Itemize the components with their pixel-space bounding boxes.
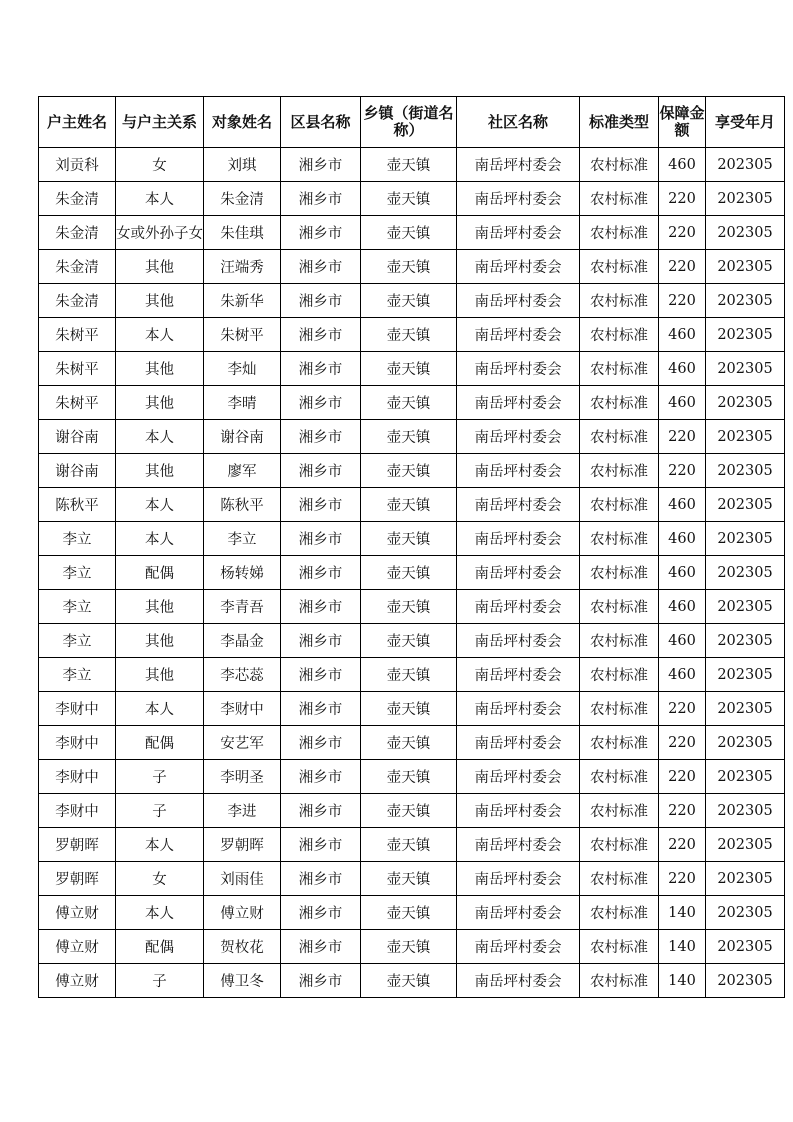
cell-community: 南岳坪村委会 bbox=[457, 930, 580, 964]
cell-standard-type: 农村标准 bbox=[580, 624, 659, 658]
cell-community: 南岳坪村委会 bbox=[457, 148, 580, 182]
cell-town: 壶天镇 bbox=[361, 522, 457, 556]
cell-householder-name: 罗朝晖 bbox=[39, 862, 116, 896]
cell-amount: 220 bbox=[659, 182, 706, 216]
table-row bbox=[39, 658, 785, 692]
header-county: 区县名称 bbox=[281, 97, 361, 148]
cell-amount: 460 bbox=[659, 590, 706, 624]
cell-month: 202305 bbox=[706, 692, 785, 726]
cell-standard-type: 农村标准 bbox=[580, 828, 659, 862]
cell-relation: 本人 bbox=[116, 896, 204, 930]
cell-recipient-name: 李进 bbox=[204, 794, 281, 828]
cell-county: 湘乡市 bbox=[281, 284, 361, 318]
cell-relation: 其他 bbox=[116, 624, 204, 658]
cell-standard-type: 农村标准 bbox=[580, 726, 659, 760]
cell-amount: 220 bbox=[659, 828, 706, 862]
cell-relation: 本人 bbox=[116, 522, 204, 556]
cell-county: 湘乡市 bbox=[281, 318, 361, 352]
cell-householder-name: 李立 bbox=[39, 624, 116, 658]
cell-town: 壶天镇 bbox=[361, 216, 457, 250]
cell-amount: 220 bbox=[659, 250, 706, 284]
cell-month: 202305 bbox=[706, 148, 785, 182]
cell-amount: 460 bbox=[659, 386, 706, 420]
header-relation: 与户主关系 bbox=[116, 97, 204, 148]
cell-relation: 子 bbox=[116, 794, 204, 828]
cell-month: 202305 bbox=[706, 284, 785, 318]
table-row bbox=[39, 760, 785, 794]
table-row bbox=[39, 522, 785, 556]
cell-relation: 其他 bbox=[116, 658, 204, 692]
cell-county: 湘乡市 bbox=[281, 182, 361, 216]
cell-relation: 其他 bbox=[116, 284, 204, 318]
cell-relation: 女 bbox=[116, 862, 204, 896]
cell-recipient-name: 李晶金 bbox=[204, 624, 281, 658]
cell-recipient-name: 李芯蕊 bbox=[204, 658, 281, 692]
cell-amount: 220 bbox=[659, 216, 706, 250]
cell-standard-type: 农村标准 bbox=[580, 386, 659, 420]
roster-table bbox=[38, 96, 785, 998]
cell-county: 湘乡市 bbox=[281, 590, 361, 624]
table-row bbox=[39, 896, 785, 930]
cell-month: 202305 bbox=[706, 420, 785, 454]
cell-amount: 460 bbox=[659, 624, 706, 658]
cell-month: 202305 bbox=[706, 726, 785, 760]
cell-recipient-name: 朱新华 bbox=[204, 284, 281, 318]
cell-standard-type: 农村标准 bbox=[580, 318, 659, 352]
cell-householder-name: 朱树平 bbox=[39, 352, 116, 386]
cell-householder-name: 傅立财 bbox=[39, 930, 116, 964]
cell-town: 壶天镇 bbox=[361, 930, 457, 964]
cell-county: 湘乡市 bbox=[281, 556, 361, 590]
cell-county: 湘乡市 bbox=[281, 760, 361, 794]
cell-month: 202305 bbox=[706, 556, 785, 590]
cell-amount: 460 bbox=[659, 556, 706, 590]
cell-standard-type: 农村标准 bbox=[580, 658, 659, 692]
cell-recipient-name: 李立 bbox=[204, 522, 281, 556]
cell-community: 南岳坪村委会 bbox=[457, 658, 580, 692]
table-row bbox=[39, 284, 785, 318]
cell-relation: 女或外孙子女 bbox=[116, 216, 204, 250]
cell-community: 南岳坪村委会 bbox=[457, 556, 580, 590]
cell-amount: 220 bbox=[659, 284, 706, 318]
cell-month: 202305 bbox=[706, 318, 785, 352]
roster-body bbox=[39, 148, 785, 998]
cell-amount: 140 bbox=[659, 930, 706, 964]
cell-town: 壶天镇 bbox=[361, 896, 457, 930]
cell-householder-name: 傅立财 bbox=[39, 964, 116, 998]
cell-town: 壶天镇 bbox=[361, 964, 457, 998]
cell-community: 南岳坪村委会 bbox=[457, 182, 580, 216]
cell-month: 202305 bbox=[706, 794, 785, 828]
cell-standard-type: 农村标准 bbox=[580, 250, 659, 284]
cell-householder-name: 李立 bbox=[39, 590, 116, 624]
cell-community: 南岳坪村委会 bbox=[457, 318, 580, 352]
cell-amount: 220 bbox=[659, 862, 706, 896]
cell-county: 湘乡市 bbox=[281, 828, 361, 862]
cell-householder-name: 朱树平 bbox=[39, 318, 116, 352]
cell-county: 湘乡市 bbox=[281, 692, 361, 726]
cell-county: 湘乡市 bbox=[281, 930, 361, 964]
cell-month: 202305 bbox=[706, 760, 785, 794]
cell-community: 南岳坪村委会 bbox=[457, 964, 580, 998]
table-row bbox=[39, 250, 785, 284]
cell-town: 壶天镇 bbox=[361, 250, 457, 284]
cell-month: 202305 bbox=[706, 182, 785, 216]
cell-standard-type: 农村标准 bbox=[580, 420, 659, 454]
cell-recipient-name: 杨转娣 bbox=[204, 556, 281, 590]
cell-town: 壶天镇 bbox=[361, 352, 457, 386]
cell-amount: 460 bbox=[659, 658, 706, 692]
header-householder-name: 户主姓名 bbox=[39, 97, 116, 148]
cell-county: 湘乡市 bbox=[281, 250, 361, 284]
header-amount: 保障金额 bbox=[659, 97, 706, 148]
cell-community: 南岳坪村委会 bbox=[457, 828, 580, 862]
cell-community: 南岳坪村委会 bbox=[457, 250, 580, 284]
table-row bbox=[39, 182, 785, 216]
cell-standard-type: 农村标准 bbox=[580, 352, 659, 386]
table-row bbox=[39, 420, 785, 454]
cell-town: 壶天镇 bbox=[361, 828, 457, 862]
cell-relation: 配偶 bbox=[116, 556, 204, 590]
cell-relation: 配偶 bbox=[116, 726, 204, 760]
cell-town: 壶天镇 bbox=[361, 420, 457, 454]
cell-householder-name: 陈秋平 bbox=[39, 488, 116, 522]
cell-recipient-name: 李灿 bbox=[204, 352, 281, 386]
cell-amount: 140 bbox=[659, 896, 706, 930]
cell-month: 202305 bbox=[706, 964, 785, 998]
cell-month: 202305 bbox=[706, 828, 785, 862]
cell-town: 壶天镇 bbox=[361, 386, 457, 420]
cell-relation: 子 bbox=[116, 760, 204, 794]
cell-relation: 其他 bbox=[116, 590, 204, 624]
cell-town: 壶天镇 bbox=[361, 182, 457, 216]
table-row bbox=[39, 454, 785, 488]
cell-householder-name: 谢谷南 bbox=[39, 454, 116, 488]
cell-county: 湘乡市 bbox=[281, 794, 361, 828]
cell-recipient-name: 廖军 bbox=[204, 454, 281, 488]
cell-householder-name: 刘贡科 bbox=[39, 148, 116, 182]
cell-householder-name: 朱金清 bbox=[39, 250, 116, 284]
cell-standard-type: 农村标准 bbox=[580, 522, 659, 556]
cell-relation: 本人 bbox=[116, 318, 204, 352]
cell-community: 南岳坪村委会 bbox=[457, 216, 580, 250]
cell-relation: 子 bbox=[116, 964, 204, 998]
cell-county: 湘乡市 bbox=[281, 862, 361, 896]
cell-householder-name: 李财中 bbox=[39, 692, 116, 726]
cell-amount: 220 bbox=[659, 454, 706, 488]
cell-recipient-name: 贺枚花 bbox=[204, 930, 281, 964]
cell-recipient-name: 谢谷南 bbox=[204, 420, 281, 454]
cell-recipient-name: 罗朝晖 bbox=[204, 828, 281, 862]
cell-community: 南岳坪村委会 bbox=[457, 454, 580, 488]
cell-householder-name: 李财中 bbox=[39, 760, 116, 794]
cell-town: 壶天镇 bbox=[361, 692, 457, 726]
cell-amount: 220 bbox=[659, 692, 706, 726]
table-row bbox=[39, 964, 785, 998]
cell-relation: 本人 bbox=[116, 488, 204, 522]
cell-county: 湘乡市 bbox=[281, 488, 361, 522]
table-row bbox=[39, 556, 785, 590]
cell-community: 南岳坪村委会 bbox=[457, 862, 580, 896]
cell-relation: 配偶 bbox=[116, 930, 204, 964]
cell-recipient-name: 朱佳琪 bbox=[204, 216, 281, 250]
cell-recipient-name: 刘雨佳 bbox=[204, 862, 281, 896]
cell-town: 壶天镇 bbox=[361, 862, 457, 896]
table-row bbox=[39, 726, 785, 760]
cell-householder-name: 李立 bbox=[39, 556, 116, 590]
cell-community: 南岳坪村委会 bbox=[457, 896, 580, 930]
cell-community: 南岳坪村委会 bbox=[457, 420, 580, 454]
cell-county: 湘乡市 bbox=[281, 386, 361, 420]
cell-town: 壶天镇 bbox=[361, 284, 457, 318]
cell-recipient-name: 傅立财 bbox=[204, 896, 281, 930]
cell-community: 南岳坪村委会 bbox=[457, 760, 580, 794]
cell-recipient-name: 陈秋平 bbox=[204, 488, 281, 522]
table-row bbox=[39, 624, 785, 658]
cell-recipient-name: 李青吾 bbox=[204, 590, 281, 624]
cell-relation: 本人 bbox=[116, 692, 204, 726]
cell-householder-name: 朱金清 bbox=[39, 182, 116, 216]
cell-standard-type: 农村标准 bbox=[580, 896, 659, 930]
cell-householder-name: 李财中 bbox=[39, 726, 116, 760]
cell-standard-type: 农村标准 bbox=[580, 590, 659, 624]
cell-standard-type: 农村标准 bbox=[580, 488, 659, 522]
cell-standard-type: 农村标准 bbox=[580, 930, 659, 964]
cell-community: 南岳坪村委会 bbox=[457, 624, 580, 658]
cell-town: 壶天镇 bbox=[361, 454, 457, 488]
cell-month: 202305 bbox=[706, 896, 785, 930]
table-row bbox=[39, 692, 785, 726]
cell-amount: 460 bbox=[659, 318, 706, 352]
cell-householder-name: 傅立财 bbox=[39, 896, 116, 930]
cell-relation: 本人 bbox=[116, 828, 204, 862]
cell-standard-type: 农村标准 bbox=[580, 216, 659, 250]
header-month: 享受年月 bbox=[706, 97, 785, 148]
table-row bbox=[39, 352, 785, 386]
cell-amount: 460 bbox=[659, 488, 706, 522]
cell-householder-name: 朱树平 bbox=[39, 386, 116, 420]
cell-relation: 本人 bbox=[116, 182, 204, 216]
cell-amount: 460 bbox=[659, 352, 706, 386]
table-row bbox=[39, 590, 785, 624]
cell-county: 湘乡市 bbox=[281, 216, 361, 250]
cell-amount: 220 bbox=[659, 420, 706, 454]
cell-month: 202305 bbox=[706, 386, 785, 420]
cell-town: 壶天镇 bbox=[361, 318, 457, 352]
cell-standard-type: 农村标准 bbox=[580, 182, 659, 216]
cell-town: 壶天镇 bbox=[361, 590, 457, 624]
cell-amount: 140 bbox=[659, 964, 706, 998]
cell-householder-name: 李财中 bbox=[39, 794, 116, 828]
cell-month: 202305 bbox=[706, 590, 785, 624]
cell-community: 南岳坪村委会 bbox=[457, 488, 580, 522]
cell-month: 202305 bbox=[706, 352, 785, 386]
cell-county: 湘乡市 bbox=[281, 726, 361, 760]
cell-town: 壶天镇 bbox=[361, 658, 457, 692]
cell-standard-type: 农村标准 bbox=[580, 964, 659, 998]
cell-community: 南岳坪村委会 bbox=[457, 726, 580, 760]
table-row bbox=[39, 488, 785, 522]
header-standard-type: 标准类型 bbox=[580, 97, 659, 148]
cell-recipient-name: 傅卫冬 bbox=[204, 964, 281, 998]
cell-town: 壶天镇 bbox=[361, 488, 457, 522]
cell-month: 202305 bbox=[706, 216, 785, 250]
cell-recipient-name: 刘琪 bbox=[204, 148, 281, 182]
cell-county: 湘乡市 bbox=[281, 352, 361, 386]
cell-amount: 460 bbox=[659, 522, 706, 556]
cell-month: 202305 bbox=[706, 488, 785, 522]
cell-community: 南岳坪村委会 bbox=[457, 386, 580, 420]
cell-town: 壶天镇 bbox=[361, 794, 457, 828]
cell-recipient-name: 李明圣 bbox=[204, 760, 281, 794]
cell-relation: 其他 bbox=[116, 386, 204, 420]
header-town: 乡镇（街道名称） bbox=[361, 97, 457, 148]
cell-community: 南岳坪村委会 bbox=[457, 284, 580, 318]
cell-standard-type: 农村标准 bbox=[580, 760, 659, 794]
cell-month: 202305 bbox=[706, 930, 785, 964]
cell-recipient-name: 安艺军 bbox=[204, 726, 281, 760]
cell-householder-name: 罗朝晖 bbox=[39, 828, 116, 862]
cell-standard-type: 农村标准 bbox=[580, 556, 659, 590]
cell-month: 202305 bbox=[706, 624, 785, 658]
cell-town: 壶天镇 bbox=[361, 624, 457, 658]
cell-month: 202305 bbox=[706, 522, 785, 556]
cell-standard-type: 农村标准 bbox=[580, 794, 659, 828]
cell-month: 202305 bbox=[706, 658, 785, 692]
cell-recipient-name: 朱金清 bbox=[204, 182, 281, 216]
table-row bbox=[39, 862, 785, 896]
cell-town: 壶天镇 bbox=[361, 148, 457, 182]
table-row bbox=[39, 148, 785, 182]
cell-recipient-name: 李财中 bbox=[204, 692, 281, 726]
cell-standard-type: 农村标准 bbox=[580, 862, 659, 896]
cell-relation: 女 bbox=[116, 148, 204, 182]
cell-standard-type: 农村标准 bbox=[580, 284, 659, 318]
cell-recipient-name: 汪端秀 bbox=[204, 250, 281, 284]
header-recipient-name: 对象姓名 bbox=[204, 97, 281, 148]
table-row bbox=[39, 216, 785, 250]
cell-county: 湘乡市 bbox=[281, 964, 361, 998]
table-row bbox=[39, 930, 785, 964]
cell-county: 湘乡市 bbox=[281, 454, 361, 488]
cell-householder-name: 朱金清 bbox=[39, 216, 116, 250]
cell-standard-type: 农村标准 bbox=[580, 148, 659, 182]
cell-month: 202305 bbox=[706, 454, 785, 488]
cell-county: 湘乡市 bbox=[281, 896, 361, 930]
cell-town: 壶天镇 bbox=[361, 556, 457, 590]
cell-county: 湘乡市 bbox=[281, 624, 361, 658]
cell-county: 湘乡市 bbox=[281, 522, 361, 556]
cell-relation: 其他 bbox=[116, 352, 204, 386]
cell-community: 南岳坪村委会 bbox=[457, 522, 580, 556]
cell-town: 壶天镇 bbox=[361, 726, 457, 760]
table-row bbox=[39, 318, 785, 352]
cell-community: 南岳坪村委会 bbox=[457, 590, 580, 624]
cell-county: 湘乡市 bbox=[281, 658, 361, 692]
cell-householder-name: 李立 bbox=[39, 522, 116, 556]
header-community: 社区名称 bbox=[457, 97, 580, 148]
header-row bbox=[39, 97, 785, 148]
cell-standard-type: 农村标准 bbox=[580, 692, 659, 726]
cell-community: 南岳坪村委会 bbox=[457, 352, 580, 386]
cell-recipient-name: 李晴 bbox=[204, 386, 281, 420]
table-row bbox=[39, 828, 785, 862]
table-row bbox=[39, 794, 785, 828]
cell-month: 202305 bbox=[706, 862, 785, 896]
cell-relation: 其他 bbox=[116, 454, 204, 488]
cell-householder-name: 朱金清 bbox=[39, 284, 116, 318]
cell-amount: 220 bbox=[659, 760, 706, 794]
cell-month: 202305 bbox=[706, 250, 785, 284]
cell-recipient-name: 朱树平 bbox=[204, 318, 281, 352]
cell-relation: 本人 bbox=[116, 420, 204, 454]
table-row bbox=[39, 386, 785, 420]
cell-amount: 460 bbox=[659, 148, 706, 182]
cell-relation: 其他 bbox=[116, 250, 204, 284]
cell-householder-name: 李立 bbox=[39, 658, 116, 692]
cell-standard-type: 农村标准 bbox=[580, 454, 659, 488]
cell-county: 湘乡市 bbox=[281, 148, 361, 182]
cell-county: 湘乡市 bbox=[281, 420, 361, 454]
cell-town: 壶天镇 bbox=[361, 760, 457, 794]
cell-community: 南岳坪村委会 bbox=[457, 692, 580, 726]
cell-householder-name: 谢谷南 bbox=[39, 420, 116, 454]
cell-amount: 220 bbox=[659, 794, 706, 828]
cell-community: 南岳坪村委会 bbox=[457, 794, 580, 828]
cell-amount: 220 bbox=[659, 726, 706, 760]
